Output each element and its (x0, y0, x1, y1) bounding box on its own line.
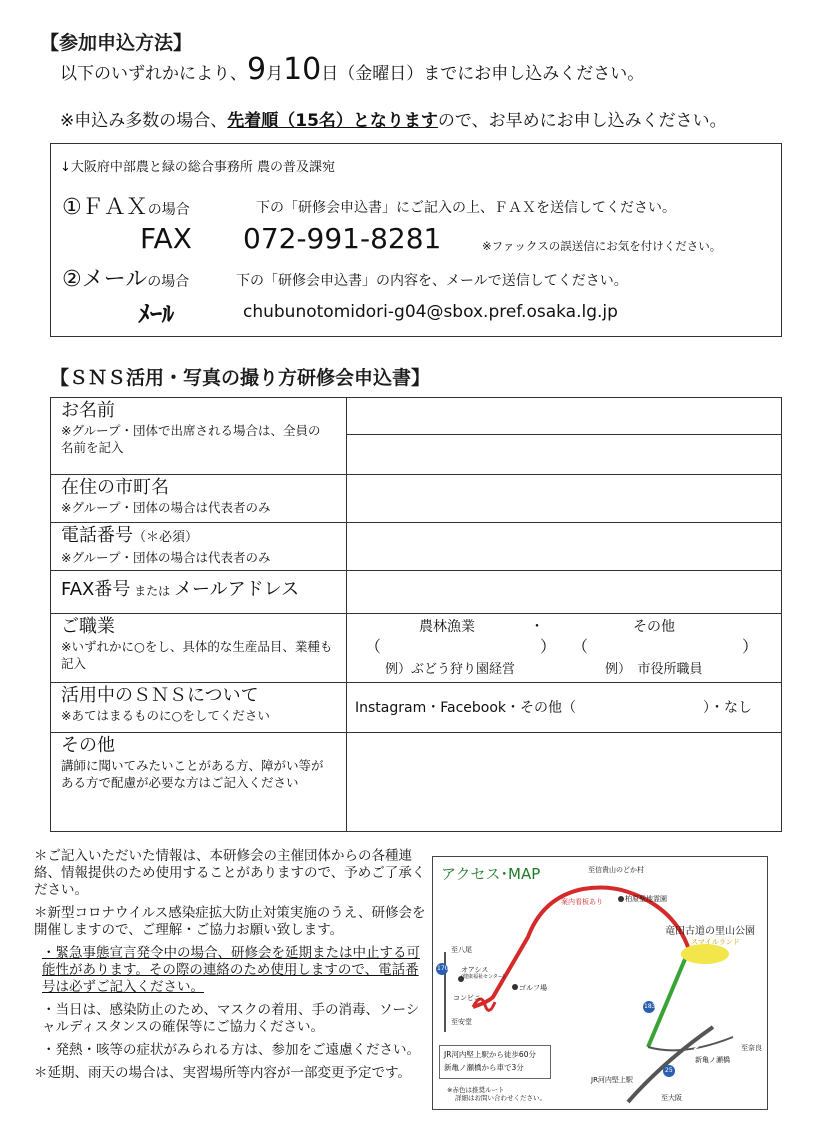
notice-pre: ※申込み多数の場合、 (60, 111, 228, 131)
mail-heading: ②メールの場合 (62, 267, 190, 292)
deadline-weekday: （金曜日） (338, 64, 424, 84)
note-item: ＊延期、雨天の場合は、実習場所等内容が一部変更予定です。 (34, 1065, 411, 1081)
map-route-box: JR河内堅上駅から徒歩60分 新亀ノ瀬橋から車で3分 (439, 1045, 551, 1079)
other-field[interactable] (347, 733, 782, 832)
job-option-farming[interactable]: 農林漁業 (419, 619, 475, 635)
row-sns-label: 活用中のＳＮＳについて ※あてはまるものに○をしてください (51, 683, 347, 733)
deadline-month: 9 (247, 52, 267, 87)
row-phone-label: 電話番号（＊必須） ※グループ・団体の場合は代表者のみ (51, 523, 347, 571)
form-title: 【ＳＮＳ活用・写真の撮り方研修会申込書】 (50, 367, 431, 389)
capacity-notice (60, 106, 727, 131)
sns-none[interactable]: ）・なし (703, 700, 752, 716)
note-item: ・当日は、感染防止のため、マスクの着用、手の消毒、ソーシャルディスタンスの確保等にご協力ください。 (42, 1002, 420, 1035)
row-fax-mail-label: FAX番号 または メールアドレス (51, 571, 347, 614)
sns-options[interactable]: Instagram・Facebook・その他（ (355, 700, 577, 716)
note-item: ・発熱・咳等の症状がみられる方は、参加をご遠慮ください。 (42, 1042, 420, 1058)
deadline-day: 10 (283, 52, 322, 87)
application-form (50, 397, 782, 832)
deadline-line (60, 52, 644, 87)
name-field[interactable] (347, 398, 782, 475)
contact-dest: ↓大阪府中部農と緑の総合事務所 農の普及課宛 (60, 160, 336, 175)
fax-label: FAX (140, 222, 192, 255)
notice-post: ので、お早めにお申し込みください。 (437, 111, 727, 131)
fax-heading: ①ＦＡＸの場合 (62, 195, 190, 220)
fax-desc: 下の「研修会申込書」にご記入の上、ＦＡＸを送信してください。 (256, 200, 676, 216)
note-item: ・緊急事態宣言発令中の場合、研修会を延期または中止する可能性があります。その際の連絡のため使用しますので、電話番号は必ずご記入ください。 (42, 945, 420, 995)
job-example-2: 例） 市役所職員 (605, 662, 703, 677)
fax-note: ※ファックスの誤送信にお気を付けください。 (482, 239, 722, 253)
job-example-1: 例）ぶどう狩り園経営 (385, 662, 516, 677)
row-city-label: 在住の市町名 ※グループ・団体の場合は代表者のみ (51, 475, 347, 523)
job-option-other[interactable]: その他 (633, 619, 675, 635)
deadline-month-unit: 月 (266, 64, 284, 84)
fax-number: 072-991-8281 (243, 222, 442, 255)
deadline-post: までにお申し込みください。 (423, 64, 645, 84)
mail-label: ﾒｰﾙ (138, 300, 174, 328)
phone-field[interactable] (347, 523, 782, 571)
row-job-label: ご職業 ※いずれかに○をし、具体的な生産品目、業種も記入 (51, 614, 347, 683)
row-other-label: その他 講師に聞いてみたいことがある方、障がい等がある方で配慮が必要な方はご記入ください (51, 733, 347, 832)
access-map: アクセス･MAP 至信貴山のどか村 柏原聖地霊園 案内看板あり 竜田古道の里山公園 スマイルランド 至八尾 オアシス (健康福祉センター) ゴルフ場 コンビニ 至安堂 新亀ノ瀬橋 至奈良 JR河内堅上駅 至大阪 170 183 25 JR河内堅上駅から徒歩60分 新亀ノ瀬橋から車で3分 ※赤色は推奨ルート 詳細はお問い合わせください。 (432, 856, 768, 1110)
sns-field[interactable] (347, 683, 782, 733)
map-title: アクセス･MAP (441, 865, 541, 883)
city-field[interactable] (347, 475, 782, 523)
note-item: ＊新型コロナウイルス感染症拡大防止対策実施のうえ、研修会を開催しますので、ご理解・ご協力お願い致します。 (34, 905, 426, 938)
mail-desc: 下の「研修会申込書」の内容を、メールで送信してください。 (236, 273, 628, 289)
mail-address[interactable]: chubunotomidori-g04@sbox.pref.osaka.lg.jp (243, 302, 618, 322)
row-name-label: お名前 ※グループ・団体で出席される場合は、全員の名前を記入 (51, 398, 347, 475)
fax-mail-field[interactable] (347, 571, 782, 614)
section-title-apply: 【参加申込方法】 (40, 32, 193, 54)
deadline-pre: 以下のいずれかにより、 (60, 64, 247, 84)
notice-emph: 先着順（15名）となります (227, 111, 438, 131)
map-park-label: 竜田古道の里山公園 (665, 926, 755, 937)
notes-block (34, 848, 426, 1088)
deadline-day-unit: 日 (321, 64, 339, 84)
note-item: ＊ご記入いただいた情報は、本研修会の主催団体からの各種連絡、情報提供のため使用することがありますので、予めご了承ください。 (34, 848, 426, 898)
job-field[interactable]: 農林漁業 ・ その他 （ ） （ ） 例）ぶどう狩り園経営 例） 市役所職員 (347, 614, 782, 683)
